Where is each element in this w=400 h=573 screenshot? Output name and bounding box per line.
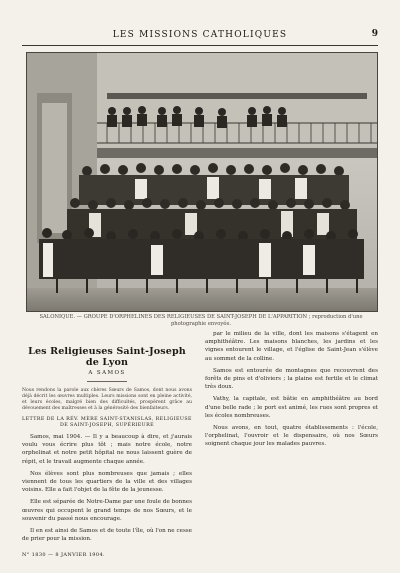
paragraph: Elle est séparée de Notre-Dame par une foule de bonnes œuvres qui occupent le grand temps de nos Sœurs, et le souvenir du passé nous encourage. (22, 499, 192, 522)
running-title: LES MISSIONS CATHOLIQUES (112, 30, 288, 40)
paragraph: Nos élèves sont plus nombreuses que jamais ; elles viennent de tous les quartiers de la ville et des villages voisins. Elle a fait l'objet de la fête de la jeunesse. (22, 470, 192, 494)
paragraph: Samos est entourée de montagnes que recouvrent des forêts de pins et d'oliviers ; la plaine est fertile et le climat très doux. (205, 367, 378, 391)
page-number: 9 (371, 29, 378, 39)
paragraph: par le milieu de la ville, dont les maisons s'étagent en amphithéâtre. Les maisons blanches, les jardins et les vignes entourent le village, et l'église de Saint-Jean s'élève au sommet de la colline. (205, 331, 378, 362)
paragraph: Il en est ainsi de Samos et de toute l'île, où l'on ne cesse de prier pour la mission. (22, 528, 192, 543)
right-column (205, 330, 378, 449)
group-photograph-icon (27, 53, 377, 311)
article-intro: Nous rendons la parole aux chères Sœurs de Samos, dont nous avons déjà décrit les œuvres multiples. Leurs missions sont en pleine activité, et leurs écoles, malgré bien des difficultés, prospèrent grâce au dévouement des maîtresses et à la générosité des bienfaiteurs. (22, 388, 192, 411)
running-header (22, 30, 378, 44)
issue-footer: N° 1830 — 8 JANVIER 1904. (22, 552, 106, 558)
group-photograph (26, 52, 378, 312)
letter-heading: LETTRE DE LA RÉV. MÈRE SAINT-STANISLAS, RELIGIEUSE DE SAINT-JOSEPH, SUPÉRIEURE (22, 417, 192, 428)
article-title: Les Religieuses Saint-Joseph de Lyon (28, 346, 186, 368)
header-rule (22, 45, 378, 46)
paragraph: Nous avons, en tout, quatre établissements : l'école, l'orphelinat, l'ouvroir et le dispensaire, où nos Sœurs soignent chaque jour les malades pauvres. (205, 425, 378, 448)
article-subtitle: A SAMOS (88, 370, 126, 376)
paragraph: Vathy, la capitale, est bâtie en amphithéâtre au bord d'une belle rade ; le port est animé, les rues sont propres et les écoles nombreuses. (205, 396, 378, 419)
photo-caption: SALONIQUE. — GROUPE D'ORPHELINES DES RELIGIEUSES DE SAINT-JOSEPH DE L'APPARITION ; reproduction d'une photographie envoyée. (39, 314, 363, 327)
left-column (22, 330, 192, 543)
title-rule (87, 381, 127, 382)
paragraph: Samos, mai 1904. — Il y a beaucoup à dire, et j'aurais voulu vous écrire plus tôt ; mais notre école, notre orphelinat et notre petit hôpital ne nous laissent guère de répit, et le travail augmente chaque année. (22, 434, 192, 465)
